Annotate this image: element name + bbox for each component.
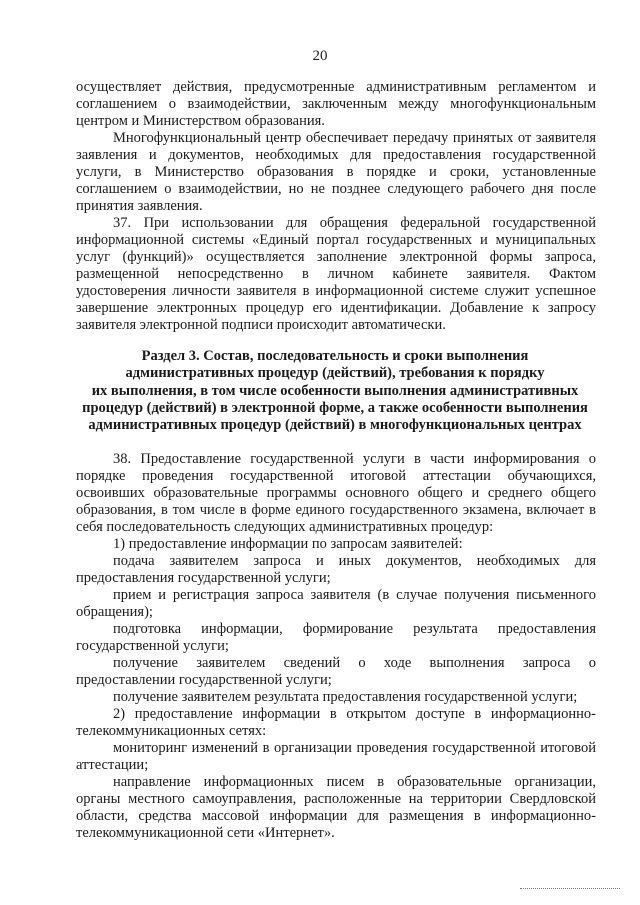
list-item: 1) предоставление информации по запросам заявителей:	[113, 536, 463, 552]
paragraph: 37. При использовании для обращения федеральной государственной информационной системы «Единый портал государственных и муниципальных услуг (функций)» осуществляется заполнение электронной формы запроса, размещенной непосредственно в личном кабинете заявителя. Фактом удостоверения личности заявителя в информационной системе служит успешное завершение электронных процедур его идентификации. Добавление к запросу заявителя электронной подписи происходит автоматически.	[76, 215, 596, 333]
heading-line: их выполнения, в том числе особенности выполнения административных	[91, 382, 579, 399]
paragraph: Многофункциональный центр обеспечивает передачу принятых от заявителя заявления и документов, необходимых для предоставления государственной услуги, в Министерство образования в порядке и сроки, установленные соглашением о взаимодействии, но не позднее следующего рабочего дня после принятия заявления.	[76, 130, 596, 214]
list-item: подача заявителем запроса и иных документов, необходимых для предоставления государственной услуги;	[76, 553, 596, 586]
list-item: мониторинг изменений в организации проведения государственной итоговой аттестации;	[76, 740, 596, 773]
paragraph: осуществляет действия, предусмотренные административным регламентом и соглашением о взаимодействии, заключенным между многофункциональным центром и Министерством образования.	[76, 79, 596, 129]
heading-line: процедур (действий) в электронной форме, а также особенности выполнения	[82, 399, 588, 416]
heading-line: административных процедур (действий) в многофункциональных центрах	[88, 417, 582, 434]
list-item: направление информационных писем в образовательные организации, органы местного самоуправления, расположенные на территории Свердловской области, средства массовой информации для размещения в информационно-телекоммуникационной сети «Интернет».	[76, 774, 596, 841]
list-item: получение заявителем результата предоставления государственной услуги;	[113, 689, 578, 705]
list-item: получение заявителем сведений о ходе выполнения запроса о предоставлении государственной услуги;	[76, 655, 596, 688]
heading-line: административных процедур (действий), требования к порядку	[125, 365, 545, 382]
bottom-text-block	[76, 451, 596, 842]
scan-artifact-line	[520, 887, 620, 889]
section-heading	[70, 348, 600, 434]
page-number: 20	[312, 48, 328, 64]
list-item: прием и регистрация запроса заявителя (в случае получения письменного обращения);	[76, 587, 596, 620]
paragraph: 38. Предоставление государственной услуги в части информирования о порядке проведения государственной итоговой аттестации обучающихся, освоивших образовательные программы основного общего и среднего общего образования, в том числе в форме единого государственного экзамена, включает в себя последовательность следующих административных процедур:	[76, 451, 596, 535]
list-item: подготовка информации, формирование результата предоставления государственной услуги;	[76, 621, 596, 654]
top-text-block	[76, 79, 596, 334]
list-item: 2) предоставление информации в открытом доступе в информационно-телекоммуникационных сетях:	[76, 706, 596, 739]
heading-line: Раздел 3. Состав, последовательность и сроки выполнения	[141, 348, 529, 364]
